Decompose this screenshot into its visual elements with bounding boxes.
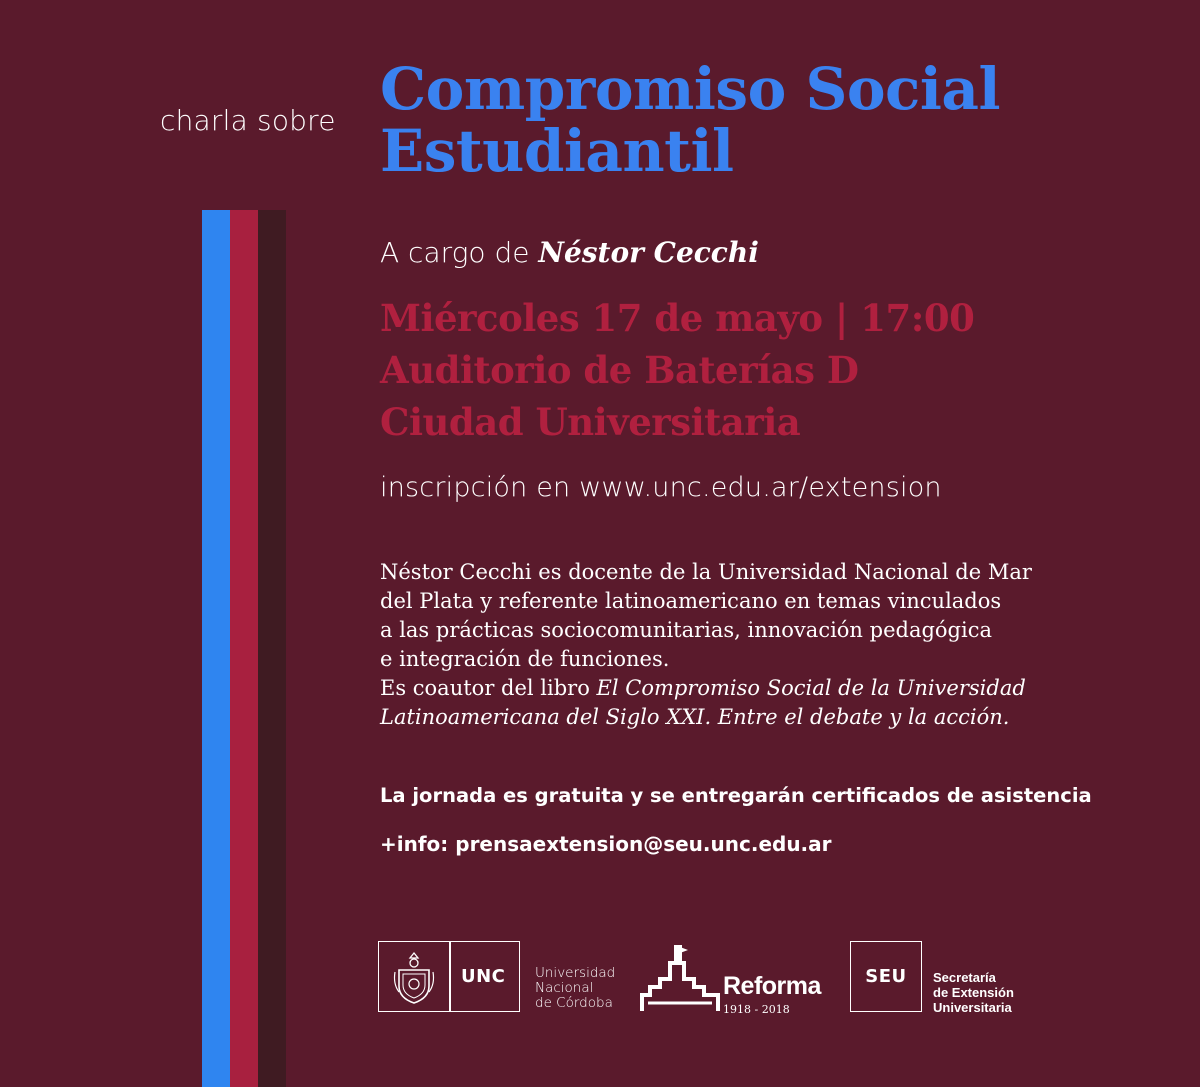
bio-line-4: e integración de funciones. <box>380 647 670 671</box>
seu-name-line-1: Secretaría <box>933 970 996 985</box>
unc-logo-divider <box>449 942 451 1011</box>
bio-line-6 <box>380 703 1040 732</box>
speaker-prefix: A cargo de <box>380 236 530 269</box>
title-line-2: Estudiantil <box>380 117 734 185</box>
page-title <box>380 55 1000 185</box>
unc-abbr: UNC <box>461 966 506 987</box>
contact-info[interactable]: +info: prensaextension@seu.unc.edu.ar <box>380 832 832 856</box>
unc-name-line-3: de Córdoba <box>535 995 613 1011</box>
reforma-logo-icon <box>640 941 720 1013</box>
speaker-bio <box>380 558 1040 732</box>
seu-name-line-2: de Extensión <box>933 985 1014 1000</box>
unc-full-name <box>535 966 615 1011</box>
speaker-name: Néstor Cecchi <box>538 236 759 269</box>
event-details <box>380 292 974 448</box>
registration-link[interactable]: inscripción en www.unc.edu.ar/extension <box>380 472 942 503</box>
bio-book-prefix: Es coautor del libro <box>380 676 590 700</box>
title-line-1: Compromiso Social <box>380 55 1000 123</box>
unc-name-line-1: Universidad <box>535 965 616 981</box>
free-event-note: La jornada es gratuita y se entregarán certificados de asistencia <box>380 784 1092 807</box>
unc-logo <box>378 941 520 1012</box>
event-date-time: Miércoles 17 de mayo | 17:00 <box>380 296 975 340</box>
seu-full-name <box>933 970 1014 1015</box>
book-title-part-1: El Compromiso Social de la Universidad <box>596 676 1026 700</box>
reforma-years: 1918 - 2018 <box>723 1003 790 1016</box>
bio-line-2: del Plata y referente latinoamericano en temas vinculados <box>380 589 1002 613</box>
red-stripe <box>230 210 258 1087</box>
unc-name-line-2: Nacional <box>535 980 594 996</box>
dark-stripe <box>258 210 286 1087</box>
reforma-name: Reforma <box>723 972 821 1000</box>
event-venue: Auditorio de Baterías D <box>380 348 859 392</box>
intro-text: charla sobre <box>160 104 336 137</box>
book-title-part-2: Latinoamericana del Siglo XXI. Entre el debate y la acción. <box>380 705 1010 729</box>
bio-line-3: a las prácticas sociocomunitarias, innovación pedagógica <box>380 618 992 642</box>
seu-logo <box>850 941 922 1012</box>
speaker-line <box>380 236 759 269</box>
seu-name-line-3: Universitaria <box>933 1000 1012 1015</box>
event-campus: Ciudad Universitaria <box>380 400 801 444</box>
bio-line-5 <box>380 674 1040 703</box>
seu-abbr: SEU <box>865 966 907 987</box>
university-shield-icon <box>391 950 437 1006</box>
blue-stripe <box>202 210 230 1087</box>
bio-line-1: Néstor Cecchi es docente de la Universidad Nacional de Mar <box>380 560 1032 584</box>
